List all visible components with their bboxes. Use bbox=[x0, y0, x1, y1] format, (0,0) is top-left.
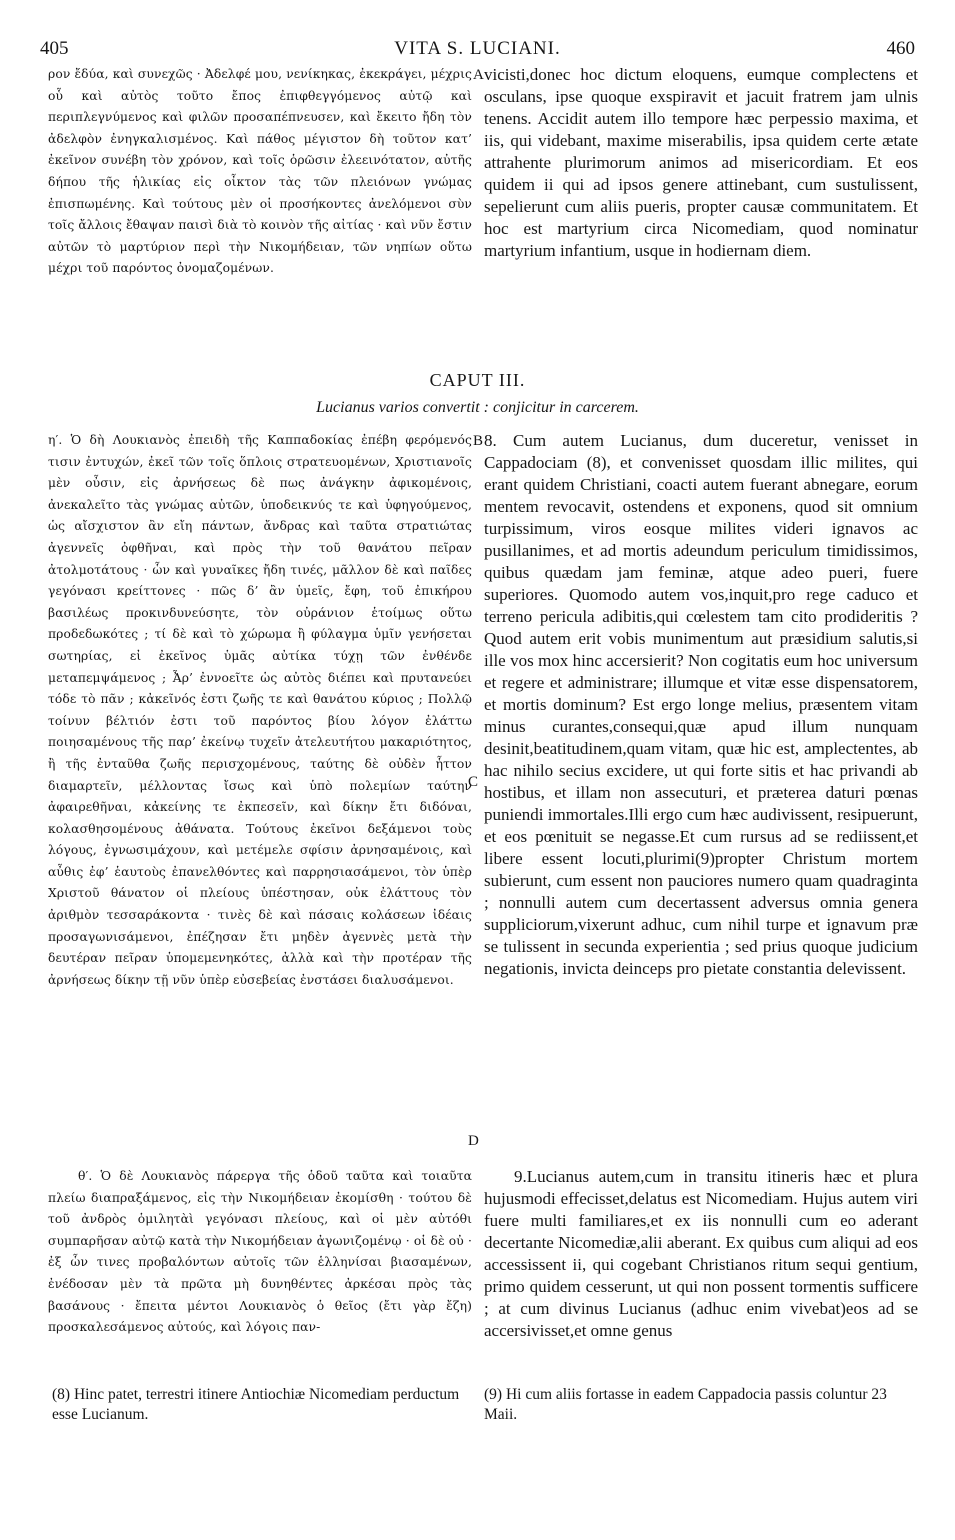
footnote-9: (9) Hi cum aliis fortasse in eadem Cappadocia passis coluntur 23 Maii. bbox=[484, 1386, 887, 1423]
latin-paragraph: vicisti,donec hoc dictum eloquens, eumque complectens et osculans, ipse quoque exspiravit et jacuit fratrem jam ulnis tenens. Accidit autem illo tempore hæc perpessio maxima, et iis, qui videbant, maxime miserabilis, ipsa quidem certe ætate attrahente plurimorum animos ad misericordiam. Et eos quidem ii qui ad ipsos genere attinebant, cum sustulissent, sepelierunt cum aliis pueris, propter causæ communitatem. Et hoc est martyrium circa Nicomediam, quod nominatur martyrium infantium, usque in hodiernam diem. bbox=[484, 65, 918, 260]
margin-marker-d: D bbox=[468, 1133, 479, 1149]
margin-marker-c: C bbox=[468, 774, 479, 790]
greek-paragraph: ρον ἔδύα, καὶ συνεχῶς · Ἀδελφέ μου, νενίκηκας, ἐκεκράγει, μέχρις οὗ καὶ αὐτὸς τοῦτο ἔπος ἐπιφθεγγόμενος αὐτῷ καὶ περιπλεγνύμενος καὶ φιλῶν προσαπέπνευσεν, καὶ ἔκειτο ἤδη τὸν ἀδελφὸν ἐνηγκαλισμένος. Καὶ πάθος μέγιστον δὴ τοῦτον κατ’ ἐκεῖνον συνέβη τὸν χρόνον, καὶ τοῖς ὁρῶσιν ἐλεεινότατον, αὐτῆς δήπου τῆς ἡλικίας εἰς οἶκτον τὰς τῶν πλειόνων γνώμας ἐπισπωμένης. Καὶ τούτους μὲν οἱ προσήκοντες ἀνελόμενοι σὺν τοῖς ἄλλοις ἔθαψαν παισὶ διὰ τὸ κοινὸν τῆς αἰτίας · καὶ νῦν ἔστιν αὐτῶν τὸ μαρτύριον περὶ τὴν Νικομήδειαν, τῶν νηπίων οὕτω μέχρι τοῦ παρόντος ὀνομαζομένων. bbox=[48, 67, 472, 276]
greek-text-section-1 bbox=[48, 64, 472, 368]
greek-paragraph: η′. Ὁ δὴ Λουκιανὸς ἐπειδὴ τῆς Καππαδοκίας ἐπέβη φερόμενός τισιν ἐντυχών, ἐκεῖ τῶν τοῖς ὅπλοις στρατευομένων, Χριστιανοῖς μὲν οὖσιν, εἰς ἀρνήσεως δὲ πως ἀνάγκην ἀφικομένοις, ἀνεκαλεῖτο τὰς γνώμας αὐτῶν, ὑποδεικνύς τε καὶ ὑφηγούμενος, ὡς αἴσχιστον ἂν εἴη πάντων, ἄνδρας καὶ ταῦτα στρατιώτας ἀγεννεῖς ὀφθῆναι, καὶ πρὸς τὴν τοῦ θανάτου πεῖραν ἀτολμοτάτους · ὧν καὶ γυναῖκες ἤδη τινές, μᾶλλον δὲ καὶ παῖδες γεγόνασι κρείττονες · πῶς δ’ ἂν ὑμεῖς, ἔφη, τοῦ ἐπικήρου βασιλέως προκινδυνεύσητε, τὸν οὐράνιον ἑτοίμως οὕτω προδεδωκότες ; τί δὲ καὶ τὸ χώρωμα ἢ φύλαγμα ὑμῖν γενήσεται σωτηρίας, εἰ ἐκεῖνος ὑμᾶς αὐτίκα τύχῃ τῶν ἐνθένδε μεταπεμψάμενος ; Ἆρ’ ἐννοεῖτε ὡς αὐτὸς διέπει καὶ πρυτανεύει τόδε τὸ πᾶν ; κἀκεῖνός ἐστι ζωῆς τε καὶ θανάτου κύριος ; Πολλῷ τοίνυν βέλτιόν ἐστι τοῦ παρόντος βίου λόγον ἐλάττω ποιησαμένους τῆς παρ’ ἐκείνῳ τυχεῖν ἀτελευτήτου μακαριότητος, ἢ τῆς ἐνταῦθα ζωῆς περισχομένους, ταύτης δὲ οὐδὲν ἧττον διαμαρτεῖν, μέλλοντας ἴσως καὶ ὑπὸ πολεμίων ταύτην ἀφαιρεθῆναι, κἀκείνης τε ἐκπεσεῖν, καὶ δίκην ἔτι διδόναι, κολασθησομένους ἀθάνατα. Τούτους ἐκεῖνοι δεξάμενοι τοὺς λόγους, ἐγνωσιμάχουν, καὶ μετέμελε σφίσιν ἀρνησαμένοις, καὶ αὖθις ἐφ’ ἑαυτοὺς ἐπανελθόντες καὶ παρρησιασάμενοι, τὸν ὑπὲρ Χριστοῦ θάνατον οἱ πλείους ὑπέστησαν, οὐκ ἐλάττους τὸν ἀριθμὸν τεσσαράκοντα · τινὲς δὲ καὶ πάσαις κολάσεων ἰδέαις προσαγωνισάμενοι, ἐπέζησαν ἔτι μηδὲν ἀγεννὲς μετὰ τὴν δευτέραν πεῖραν ὑπομεμενηκότες, ἀλλὰ καὶ τὴν προτέραν τῆς ἀρνήσεως δίκην τῇ νῦν ὑπὲρ εὐσεβείας ἐνστάσει διαλυσάμενοι. bbox=[48, 433, 472, 987]
margin-marker-a: A bbox=[473, 67, 484, 83]
footnote-8: (8) Hinc patet, terrestri itinere Antiochiæ Nicomediam perductum esse Lucianum. bbox=[52, 1386, 460, 1423]
page-title: VITA S. LUCIANI. bbox=[394, 38, 561, 59]
latin-paragraph: 8. Cum autem Lucianus, dum duceretur, venisset in Cappadociam (8), et convenisset quosdam illic milites, qui erant quidem Christiani, coacti autem fuerant abnegare, eorum mentem revocavit, ostendens et exponens, quod sit omnium turpissimum, viros eosque milites videri ignavos ac pusillanimes, et ad mortis adeundum periculum timidissimos, quibus quædam jam feminæ, atque adeo pueri, fuere superiores. Quomodo autem vos,inquit,pro rege caduco et terreno pericula adibitis,qui cœlestem tam cito prodideritis ? Quod autem erit vobis munimentum aut præsidium salutis,si ille vos mox hinc accersierit? Non cogitatis eum hoc universum et regere et administrare; illumque et vitæ esse dispensatorem, et mortis dominum? Est ergo longe melius, præsentem vitam minus curantes,consequi,quæ apud illum nunquam desinit,beatitudinem,quam vitam, quæ hic est, amplectentes, ab hac nihilo secius excidere, ut qui forte sitis et hac privandi ab hostibus, et illam non assecuturi, et præterea daturi pœnas puniendi immortales.Illi ergo cum hæc audivissent, resipuerunt, et eos pœnituit se negasse.Et cum rursus ad se rediissent,et libere essent locuti,plurimi(9)propter Christum mortem subierunt, cum essent non pauciores numero quam quadraginta ; nonnulli autem cum decertassent adversus omnia genera suppliciorum,vixerunt adhuc, cum nihil turpe et ignavum præ se tulissent in secunda experientia ; sed prius quoque judicium negationis, invicta deinceps pro pietate constantia delevissent. bbox=[484, 431, 918, 978]
chapter-summary: Lucianus varios convertit : conjicitur in carcerem. bbox=[316, 399, 639, 416]
chapter-heading: CAPUT III. bbox=[429, 370, 526, 390]
latin-paragraph: 9.Lucianus autem,cum in transitu itineris hæc et plura hujusmodi effecisset,delatus est Nicomediam. Hujus autem viri fuere multi familiares,et ex iis nonnulli cum eo aderant decertante Nicomediæ,alii aberant. Ex quibus cum aliqui ad eos accessissent ii, qui cogebant Christianos ritum sequi gentium, primo quidem cesserunt, ut qui non possent tormentis sufficere ; at cum divinus Lucianus (adhuc enim vivebat)eos ad se accersivisset,et omne genus bbox=[484, 1167, 918, 1340]
greek-paragraph: θ′. Ὁ δὲ Λουκιανὸς πάρεργα τῆς ὁδοῦ ταῦτα καὶ τοιαῦτα πλείω διαπραξάμενος, εἰς τὴν Νικομήδειαν ἐκομίσθη · τούτου δὲ τοῦ ἀνδρὸς ὁμιλητὰὶ γεγόνασι πλείους, καὶ οἱ μὲν αὐτόθι συμπαρῆσαν αὐτῷ κατὰ τὴν Νικομήδειαν ἀγωνιζομένῳ · οἱ δὲ οὐ · ἐξ ὧν τινες προβαλόντων αὐτοῖς τῶν ἑλληνίσαι βιασαμένων, ἐνέδοσαν μὲν τὰ πρῶτα μὴ δυνηθέντες ἀρκέσαι πρὸς τὰς βασάνους · ἔπειτα μέντοι Λουκιανὸς ὁ θεῖος (ἔτι γὰρ ἔζη) προσκαλεσάμενος αὐτούς, καὶ λόγοις παν- bbox=[48, 1169, 472, 1335]
latin-text-section-2 bbox=[484, 430, 918, 1163]
greek-text-section-2 bbox=[48, 430, 472, 1163]
latin-text-section-1 bbox=[484, 64, 918, 368]
margin-marker-b: B bbox=[473, 433, 484, 449]
greek-text-section-3 bbox=[48, 1166, 472, 1366]
page-number-left: 405 bbox=[40, 38, 69, 59]
page-number-right: 460 bbox=[886, 38, 915, 59]
latin-text-section-3 bbox=[484, 1166, 918, 1366]
running-header bbox=[40, 36, 915, 62]
